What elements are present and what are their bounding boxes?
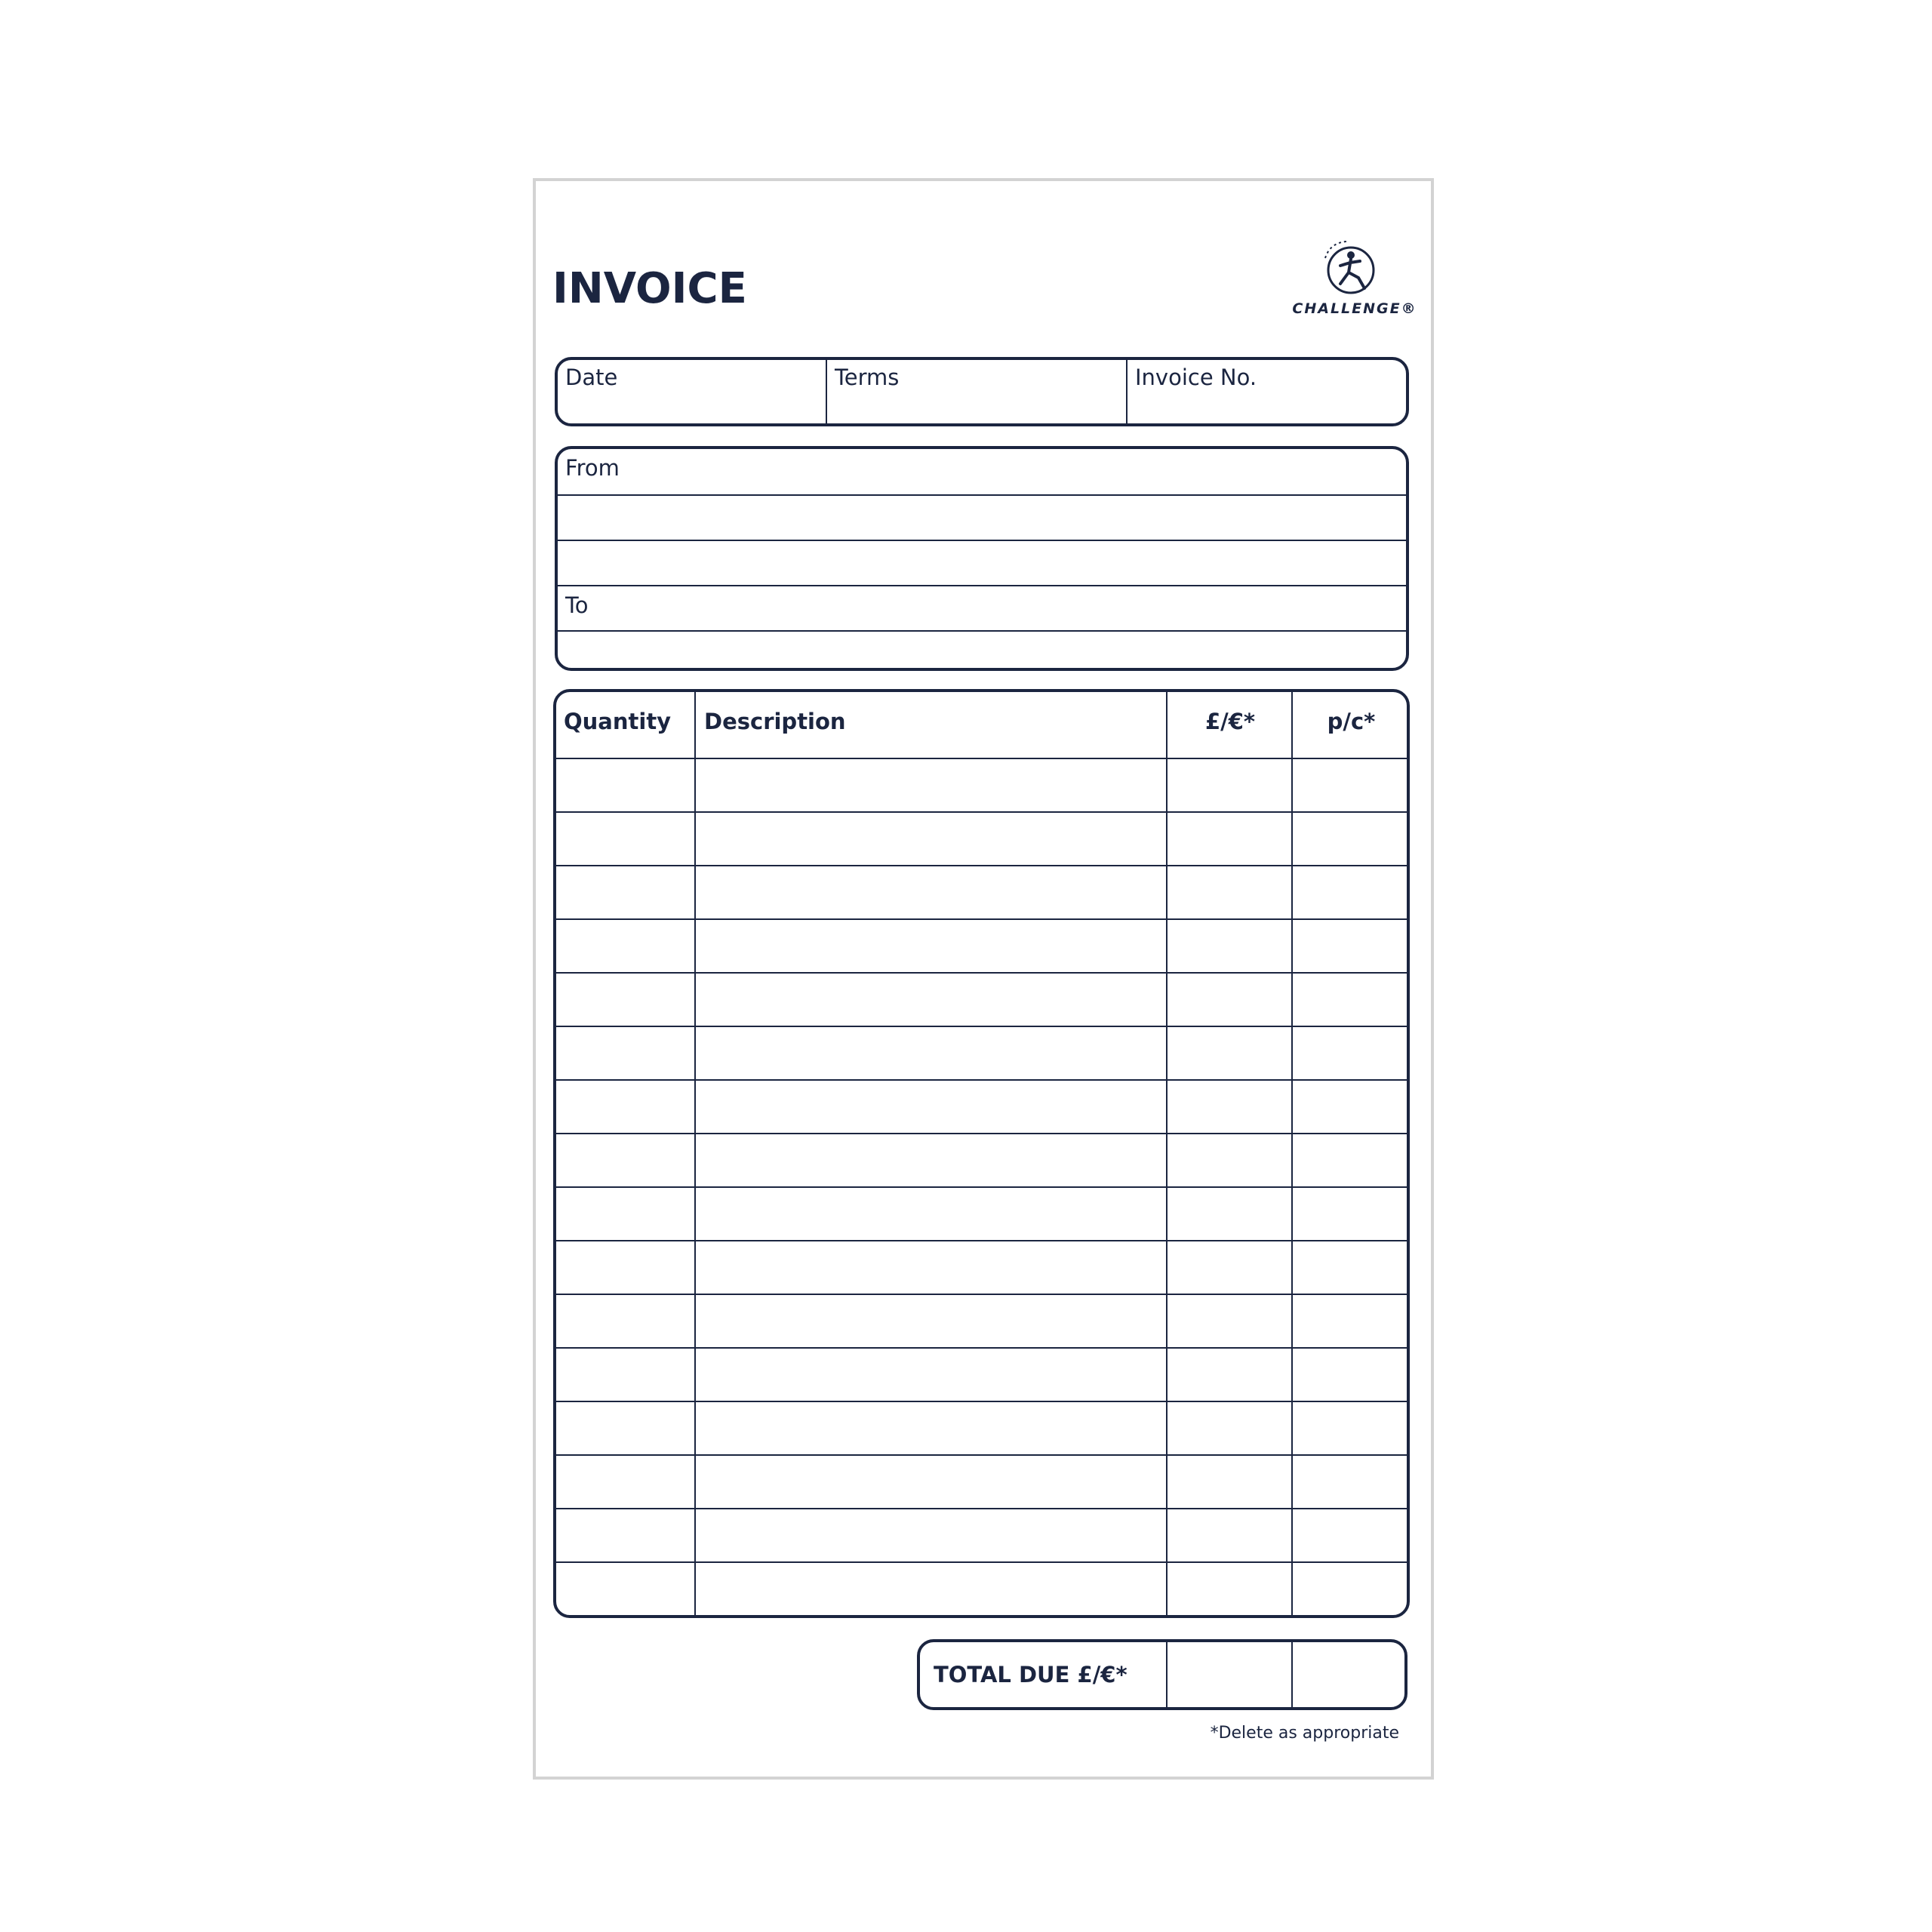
invoice-sheet — [533, 178, 1434, 1780]
challenge-logo — [1291, 238, 1419, 329]
total-due-label: TOTAL DUE £/€* — [934, 1662, 1128, 1687]
table-row[interactable] — [556, 1027, 1407, 1081]
table-row[interactable] — [556, 759, 1407, 813]
header-pence-cents: p/c* — [1327, 709, 1376, 734]
invoice-number-field[interactable] — [1126, 360, 1409, 423]
from-label: From — [565, 455, 620, 481]
table-row[interactable] — [556, 1563, 1407, 1617]
table-row[interactable] — [556, 866, 1407, 920]
header-quantity: Quantity — [564, 709, 672, 734]
terms-label: Terms — [835, 365, 900, 390]
table-row[interactable] — [556, 1241, 1407, 1295]
column-divider — [694, 692, 696, 1615]
table-row[interactable] — [556, 1402, 1407, 1456]
runner-icon — [1307, 238, 1390, 299]
date-label: Date — [565, 365, 618, 390]
column-divider — [1166, 692, 1168, 1615]
header-pounds-euros: £/€* — [1204, 709, 1256, 734]
table-row[interactable] — [556, 1295, 1407, 1349]
column-divider — [1166, 1642, 1168, 1707]
address-line[interactable] — [558, 494, 1406, 540]
column-divider — [1291, 1642, 1293, 1707]
table-row[interactable] — [556, 1188, 1407, 1241]
from-line[interactable] — [558, 449, 1406, 494]
table-row[interactable] — [556, 974, 1407, 1027]
address-line[interactable] — [558, 540, 1406, 585]
table-row[interactable] — [556, 1081, 1407, 1134]
table-row[interactable] — [556, 1349, 1407, 1402]
date-field[interactable] — [558, 360, 826, 423]
table-row[interactable] — [556, 1456, 1407, 1509]
invoice-meta-box — [555, 357, 1409, 426]
address-box — [555, 446, 1409, 671]
line-items-table — [553, 689, 1410, 1618]
terms-field[interactable] — [826, 360, 1126, 423]
header-description: Description — [704, 709, 846, 734]
invoice-number-label: Invoice No. — [1135, 365, 1257, 390]
total-due-box — [917, 1639, 1407, 1710]
table-header — [556, 692, 1407, 759]
footnote: *Delete as appropriate — [1210, 1724, 1399, 1743]
brand-name: CHALLENGE® — [1292, 300, 1417, 317]
table-row[interactable] — [556, 1509, 1407, 1563]
column-divider — [1291, 692, 1293, 1615]
address-line[interactable] — [558, 630, 1406, 671]
table-row[interactable] — [556, 813, 1407, 866]
to-line[interactable] — [558, 585, 1406, 630]
invoice-title: INVOICE — [552, 264, 747, 313]
table-row[interactable] — [556, 920, 1407, 974]
table-row[interactable] — [556, 1134, 1407, 1188]
to-label: To — [565, 592, 589, 618]
